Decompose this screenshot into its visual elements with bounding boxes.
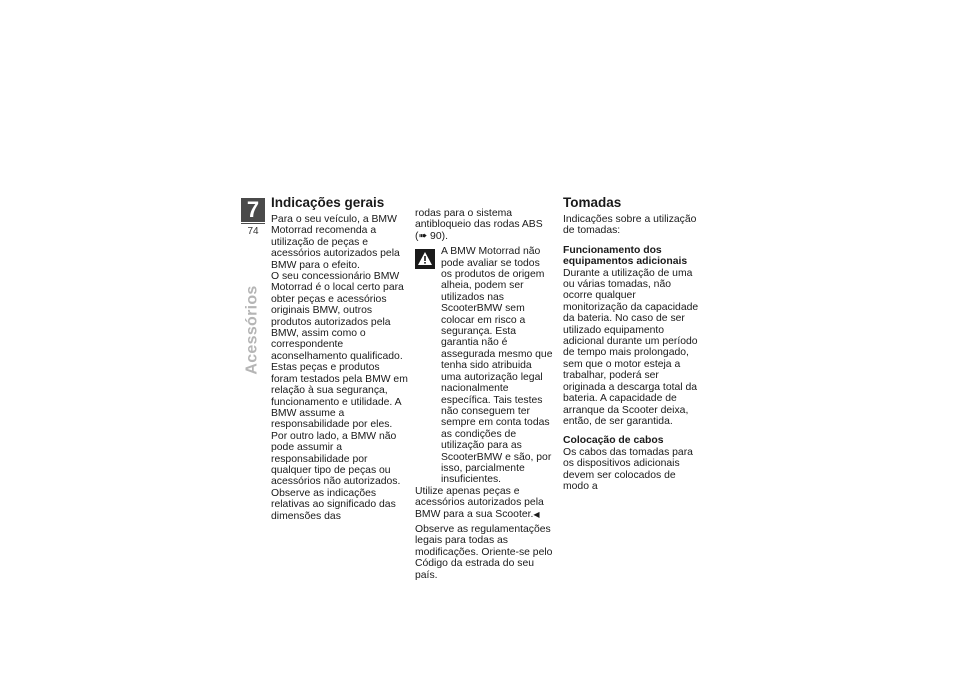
column-general-info — [271, 196, 409, 522]
column-sockets — [563, 196, 703, 492]
heading-sockets: Tomadas — [563, 195, 622, 210]
paragraph: O seu concessionário BMW Motorrad é o local certo para obter peças e acessórios originais BMW, outros produtos autorizados pela BMW, assim como o correspondente aconselhamento qualificado. — [271, 271, 404, 362]
chapter-number: 7 — [241, 198, 265, 222]
paragraph: Durante a utilização de uma ou várias tomadas, não ocorre qualquer monitorização da capacidade da bateria. No caso de ser utilizado equipamento adicional durante um período de tempo mais prolongado, sem que o motor esteja a trabalhar, poderá ser originada a descarga total da bateria. A capacidade de arranque da Scooter deixa, então, de ser garantida. — [563, 267, 699, 427]
warning-triangle-icon — [415, 249, 435, 269]
column-abs-warning — [415, 208, 553, 581]
heading-general-info: Indicações gerais — [271, 195, 385, 210]
paragraph — [415, 486, 553, 520]
paragraph-text: Utilize apenas peças e acessórios autorizados pela BMW para a sua Scooter. — [415, 485, 544, 520]
page-number: 74 — [247, 226, 259, 237]
subheading-equipment: Funcionamento dos equipamentos adicionais — [563, 244, 688, 268]
paragraph: Observe as regulamentações legais para todas as modificações. Oriente-se pelo Código da estrada do seu país. — [415, 523, 553, 581]
paragraph: Por outro lado, a BMW não pode assumir a responsabilidade por qualquer tipo de peças ou acessórios não autorizados. — [271, 430, 401, 488]
paragraph: Os cabos das tomadas para os dispositivos adicionais devem ser colocados de modo a — [563, 446, 693, 492]
end-mark-icon: ◀ — [533, 509, 540, 519]
section-side-title — [236, 285, 270, 375]
paragraph: Observe as indicações relativas ao significado das dimensões das — [271, 487, 396, 522]
paragraph: Indicações sobre a utilização de tomadas: — [563, 214, 697, 237]
paragraph: Para o seu veículo, a BMW Motorrad recomenda a utilização de peças e acessórios autorizados pela BMW para o efeito. — [271, 214, 400, 271]
warning-block — [415, 246, 553, 486]
paragraph: rodas para o sistema antibloqueio das rodas ABS (➠ 90). — [415, 208, 543, 242]
section-label: Acessórios — [244, 285, 262, 375]
chapter-divider — [241, 223, 265, 224]
subheading-cables: Colocação de cabos — [563, 435, 664, 447]
warning-text: A BMW Motorrad não pode avaliar se todos os produtos de origem alheia, podem ser utilizados nas ScooterBMW sem colocar em risco a segurança. Esta garantia não é assegurada mesmo que tenha sido atribuida uma autorização legal nacionalmente específica. Tais testes não conseguem ter sempre em conta todas as condições de utilização para as ScooterBMW e são, por isso, parcialmente insuficientes. — [441, 246, 553, 486]
paragraph: Estas peças e produtos foram testados pela BMW em relação à sua segurança, funcionamento e utilidade. A BMW assume a responsabilidade por eles. — [271, 362, 408, 431]
